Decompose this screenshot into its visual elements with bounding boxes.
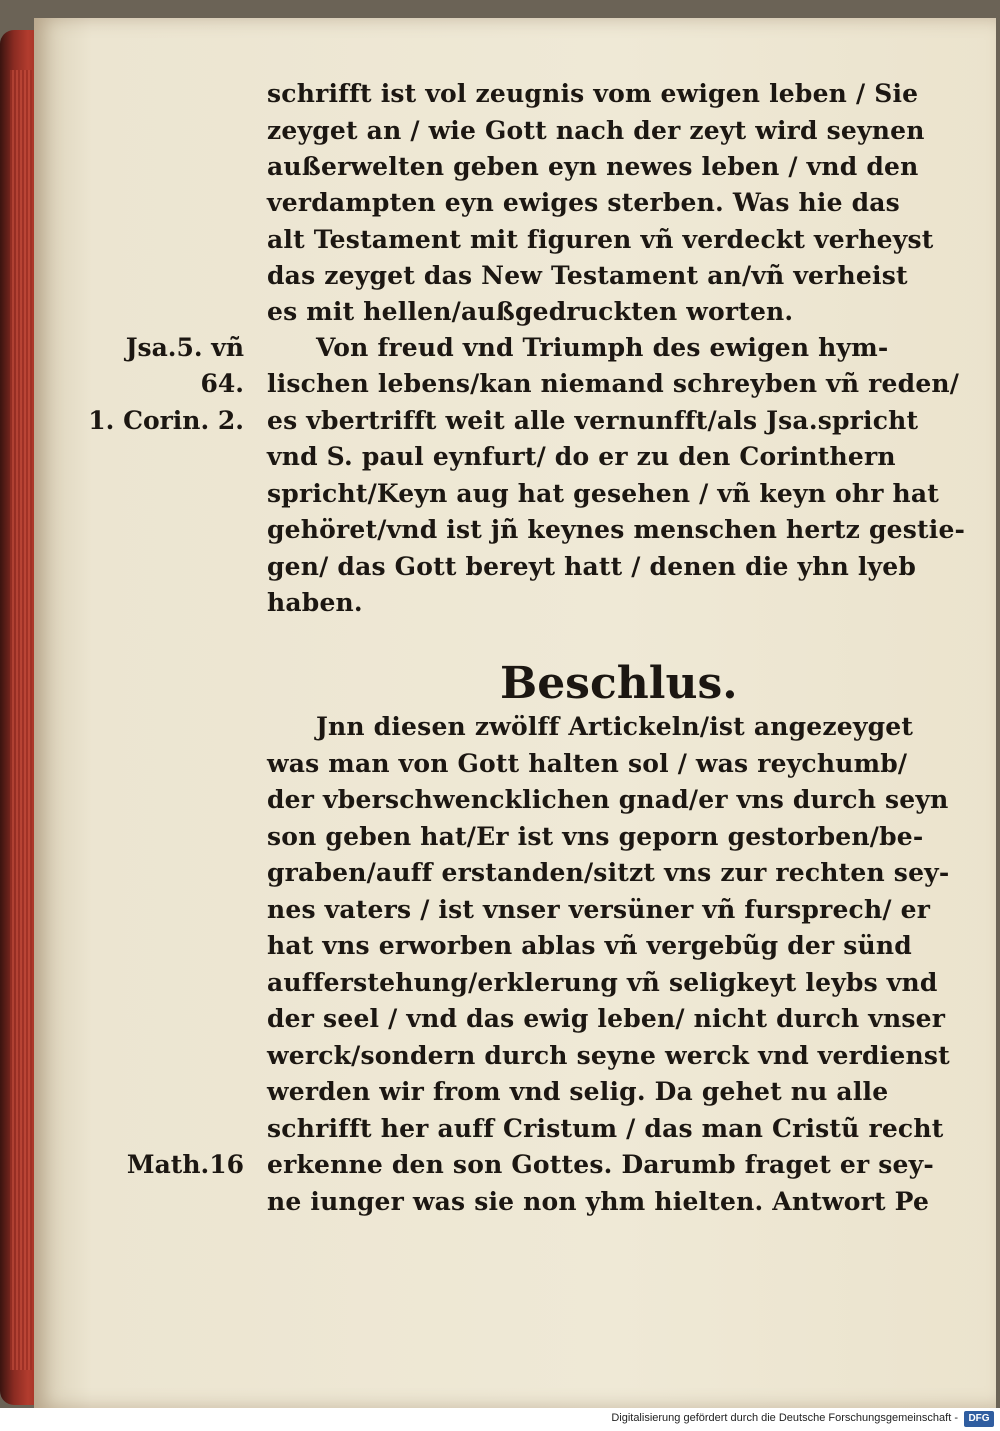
- text-line: verdampten eyn ewiges sterben. Was hie das: [267, 188, 900, 217]
- text-line: werden wir from vnd selig. Da gehet nu alle: [267, 1077, 889, 1106]
- text-line: nes vaters / ist vnser versüner vñ fursprech/ er: [267, 895, 931, 924]
- text-line: vnd S. paul eynfurt/ do er zu den Corinthern: [267, 442, 896, 471]
- text-line: zeyget an / wie Gott nach der zeyt wird seynen: [267, 116, 925, 145]
- marginal-note: Jsa.5. vñ: [125, 333, 244, 362]
- marginal-note: 1. Corin. 2.: [88, 406, 244, 435]
- text-line: erkenne den son Gottes. Darumb fraget er sey-: [267, 1150, 934, 1179]
- text-line: der seel / vnd das ewig leben/ nicht durch vnser: [267, 1004, 946, 1033]
- text-line: außerwelten geben eyn newes leben / vnd den: [267, 152, 919, 181]
- text-line: spricht/Keyn aug hat gesehen / vñ keyn ohr hat: [267, 479, 940, 508]
- text-line: das zeyget das New Testament an/vñ verheist: [267, 261, 908, 290]
- text-line: gen/ das Gott bereyt hatt / denen die yhn lyeb: [267, 552, 917, 581]
- page-edges: [10, 70, 32, 1370]
- section-heading: Beschlus.: [500, 658, 738, 709]
- text-line: alt Testament mit figuren vñ verdeckt verheyst: [267, 225, 934, 254]
- marginal-note: 64.: [200, 369, 244, 398]
- text-line: schrifft her auff Cristum / das man Cristũ recht: [267, 1114, 944, 1143]
- text-line: aufferstehung/erklerung vñ seligkeyt leybs vnd: [267, 968, 938, 997]
- dfg-logo: DFG: [964, 1411, 994, 1427]
- text-line: ne iunger was sie non yhm hielten. Antwort Pe: [267, 1187, 930, 1216]
- text-line: werck/sondern durch seyne werck vnd verdienst: [267, 1041, 950, 1070]
- text-line: Von freud vnd Triumph des ewigen hym-: [316, 333, 889, 362]
- text-line: Jnn diesen zwölff Artickeln/ist angezeyget: [316, 712, 914, 741]
- text-line: graben/auff erstanden/sitzt vns zur rechten sey-: [267, 858, 950, 887]
- text-line: was man von Gott halten sol / was reychumb/: [267, 749, 908, 778]
- text-line: haben.: [267, 588, 363, 617]
- marginal-note: Math.16: [126, 1150, 244, 1179]
- page-text: [34, 18, 996, 1408]
- funding-notice: Digitalisierung gefördert durch die Deutsche Forschungsgemeinschaft -: [611, 1412, 958, 1424]
- text-line: gehöret/vnd ist jñ keynes menschen hertz gestie-: [267, 515, 966, 544]
- text-line: es mit hellen/außgedruckten worten.: [267, 297, 794, 326]
- text-line: der vberschwencklichen gnad/er vns durch seyn: [267, 785, 949, 814]
- footer-bar: [0, 1408, 1000, 1431]
- text-line: es vbertrifft weit alle vernunfft/als Jsa.spricht: [267, 406, 919, 435]
- text-line: schrifft ist vol zeugnis vom ewigen leben / Sie: [267, 79, 919, 108]
- book-page: [34, 18, 996, 1408]
- text-line: hat vns erworben ablas vñ vergebũg der sünd: [267, 931, 912, 960]
- text-line: lischen lebens/kan niemand schreyben vñ reden/: [267, 369, 960, 398]
- text-line: son geben hat/Er ist vns geporn gestorben/be-: [267, 822, 924, 851]
